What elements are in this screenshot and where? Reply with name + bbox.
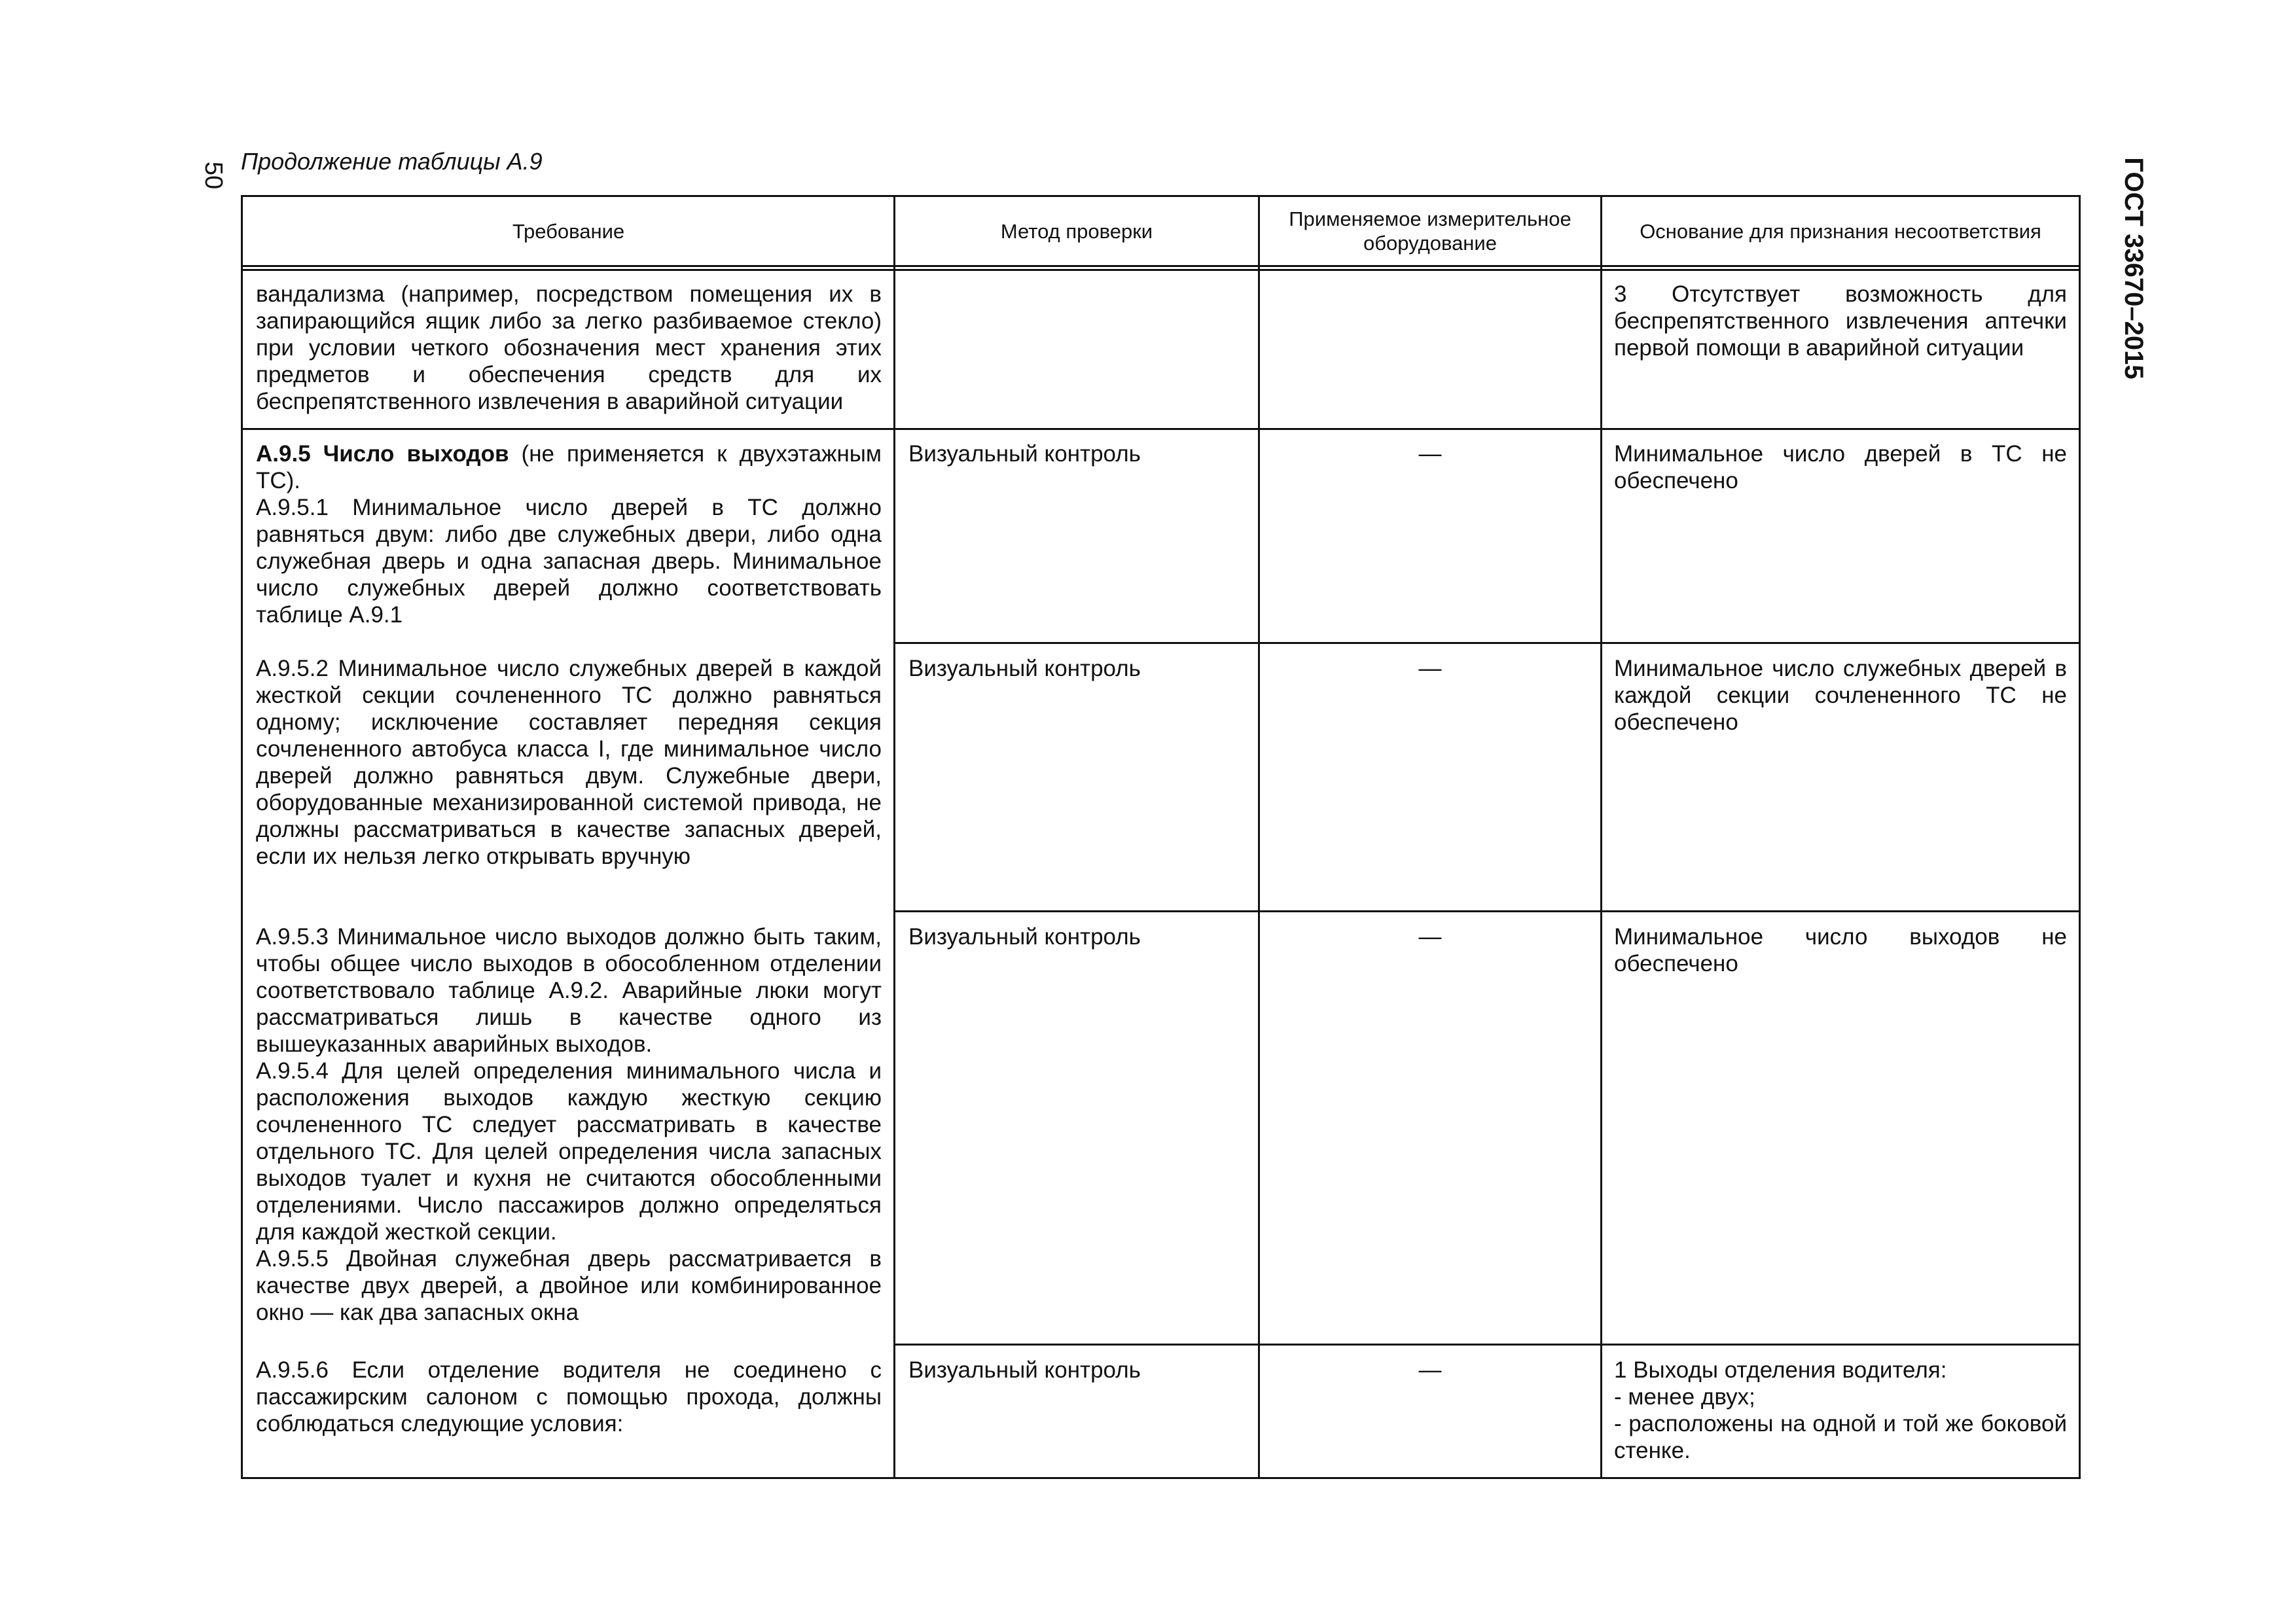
requirement-text: А.9.5.2 Минимальное число служебных дверей в каждой жесткой секции сочлененного ТС должно равняться одному; исключение составляет передняя секция сочлененного автобуса класса I, где минимальное число дверей должно равняться двум. Служебные двери, оборудованные механизированной системой привода, не должны рассматриваться в качестве запасных дверей, если их нельзя легко открывать вручную	[256, 656, 882, 869]
header-divider	[243, 269, 2079, 271]
basis-text: - менее двух;	[1614, 1384, 1755, 1410]
row-0-basis	[1614, 281, 2067, 361]
basis-text: - расположены на одной и той же боковой стенке.	[1614, 1411, 2067, 1463]
row-4-equipment: —	[1418, 1357, 1442, 1383]
row-3-requirement	[256, 923, 882, 1326]
row-divider	[243, 428, 2079, 430]
requirement-text	[256, 440, 882, 494]
row-1-method: Визуальный контроль	[908, 441, 1141, 467]
section-heading: А.9.5 Число выходов	[256, 441, 509, 467]
row-4-requirement	[256, 1357, 882, 1437]
row-1-equipment: —	[1418, 441, 1442, 467]
page-number: 50	[200, 161, 227, 190]
requirement-text: А.9.5.6 Если отделение водителя не соединено с пассажирским салоном с помощью прохода, должны соблюдаться следующие условия:	[256, 1357, 882, 1436]
requirement-text: вандализма (например, посредством помещения их в запирающийся ящик либо за легко разбиваемое стекло) при условии четкого обозначения мест хранения этих предметов и обеспечения средств для их беспрепятственного извлечения в аварийной ситуации	[256, 281, 882, 414]
header-requirement: Требование	[512, 219, 625, 243]
basis-text: Минимальное число служебных дверей в каждой секции сочлененного ТС не обеспечено	[1614, 656, 2067, 735]
requirement-text: А.9.5.1 Минимальное число дверей в ТС должно равняться двум: либо две служебных двери, либо одна служебная дверь и одна запасная дверь. Минимальное число служебных дверей должно соответствовать таблице А.9.1	[256, 495, 882, 628]
header-equipment: Применяемое измерительное оборудование	[1289, 207, 1571, 255]
row-2-requirement	[256, 655, 882, 870]
row-3-basis	[1614, 923, 2067, 977]
row-2-equipment: —	[1418, 656, 1442, 681]
requirements-table	[241, 195, 2081, 1479]
basis-text: Минимальное число выходов не обеспечено	[1614, 924, 2067, 976]
row-divider	[894, 642, 2079, 644]
header-basis: Основание для признания несоответствия	[1640, 219, 2041, 243]
row-1-basis	[1614, 440, 2067, 494]
column-divider	[1600, 197, 1602, 1477]
row-2-method: Визуальный контроль	[908, 656, 1141, 681]
header-divider	[243, 265, 2079, 267]
column-divider	[1258, 197, 1260, 1477]
row-3-method: Визуальный контроль	[908, 924, 1141, 950]
column-divider	[893, 197, 895, 1477]
basis-text: 1 Выходы отделения водителя:	[1614, 1357, 1947, 1383]
row-4-method: Визуальный контроль	[908, 1357, 1141, 1383]
row-divider	[894, 1344, 2079, 1346]
basis-text: Минимальное число дверей в ТС не обеспечено	[1614, 441, 2067, 493]
requirement-note: (не применяется к двухэтажным ТС).	[256, 441, 882, 493]
table-caption: Продолжение таблицы А.9	[241, 148, 543, 175]
requirement-text: А.9.5.5 Двойная служебная дверь рассматривается в качестве двух дверей, а двойное или комбинированное окно — как два запасных окна	[256, 1246, 882, 1325]
row-1-requirement	[256, 440, 882, 628]
row-2-basis	[1614, 655, 2067, 736]
basis-text: 3 Отсутствует возможность для беспрепятственного извлечения аптечки первой помощи в аварийной ситуации	[1614, 281, 2067, 361]
row-3-equipment: —	[1418, 924, 1442, 950]
requirement-text: А.9.5.3 Минимальное число выходов должно быть таким, чтобы общее число выходов в обособленном отделении соответствовало таблице А.9.2. Аварийные люки могут рассматриваться лишь в качестве одного из вышеуказанных аварийных выходов.	[256, 924, 882, 1057]
row-divider	[894, 910, 2079, 912]
document-code: ГОСТ 33670–2015	[2119, 157, 2148, 380]
row-4-basis	[1614, 1357, 2067, 1464]
requirement-text: А.9.5.4 Для целей определения минимального числа и расположения выходов каждую жесткую секцию сочлененного ТС следует рассматривать в качестве отдельного ТС. Для целей определения числа запасных выходов туалет и кухня не считаются обособленными отделениями. Число пассажиров должно определяться для каждой жесткой секции.	[256, 1058, 882, 1245]
row-0-requirement	[256, 281, 882, 415]
header-method: Метод проверки	[1000, 219, 1153, 243]
